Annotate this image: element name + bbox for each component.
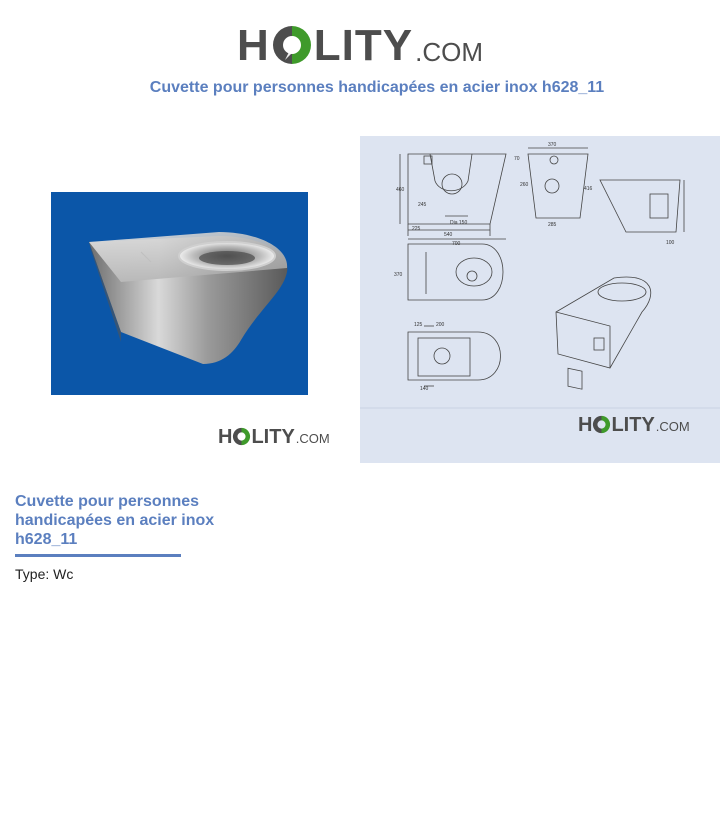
logo-suffix: .COM <box>295 431 330 446</box>
logo-suffix: .COM <box>415 37 483 67</box>
dim-260: 260 <box>520 182 529 188</box>
dim-416: 416 <box>584 186 593 192</box>
dim-dia150: Dia 150 <box>450 220 468 226</box>
dim-245: 245 <box>418 202 427 208</box>
logo-letters-lity: LITY <box>313 21 414 70</box>
product-type-label: Type: <box>15 566 50 582</box>
dim-370: 370 <box>548 142 557 148</box>
page-title: Cuvette pour personnes handicapées en acier inox h628_11 <box>149 79 605 96</box>
product-heading: Cuvette pour personnes handicapées en acier inox h628_11 <box>15 493 215 548</box>
heading-underline <box>15 554 181 557</box>
header-logo-container <box>0 10 720 70</box>
dim-100: 100 <box>666 240 675 246</box>
logo-letters-lity: LITY <box>611 414 655 436</box>
dim-225: 225 <box>412 226 421 232</box>
holity-logo[interactable] <box>237 10 483 70</box>
dim-70: 70 <box>514 156 520 162</box>
logo-letter-h: H <box>237 21 270 70</box>
logo-letter-h: H <box>218 426 233 448</box>
dim-140: 140 <box>420 386 429 392</box>
product-type <box>15 566 73 582</box>
dim-200: 200 <box>436 322 445 328</box>
product-photo[interactable] <box>51 192 308 395</box>
dim-370-top: 370 <box>394 272 403 278</box>
watermark-logo-photo <box>218 426 330 448</box>
stainless-toilet-photo-icon <box>51 192 308 395</box>
dim-460: 460 <box>396 187 405 193</box>
logo-letter-h: H <box>578 414 593 436</box>
product-type-value: Wc <box>53 566 74 582</box>
dim-540: 540 <box>444 232 453 238</box>
logo-o-mark-icon <box>592 415 611 434</box>
logo-o-mark-icon <box>232 427 251 446</box>
logo-letters-lity: LITY <box>251 426 295 448</box>
logo-suffix: .COM <box>655 419 690 434</box>
logo-o-mark-icon <box>271 24 313 66</box>
dim-125: 125 <box>414 322 423 328</box>
watermark-logo-drawing <box>578 414 690 436</box>
dim-285: 285 <box>548 222 557 228</box>
technical-drawing[interactable] <box>360 136 720 463</box>
dim-700: 700 <box>452 241 461 247</box>
